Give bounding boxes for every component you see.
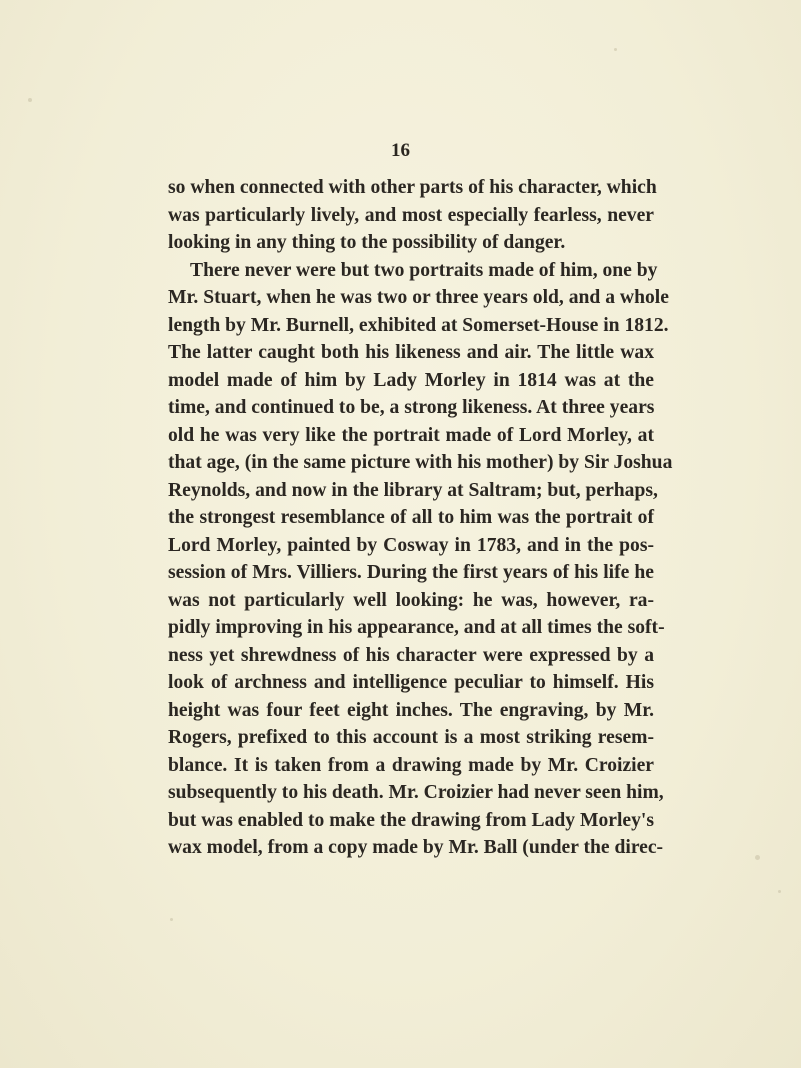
text-line: looking in any thing to the possibility of danger.: [168, 232, 566, 253]
text-line: ness yet shrewdness of his character were expressed by a: [168, 644, 654, 666]
text-line: pidly improving in his appearance, and at all times the soft-: [168, 617, 665, 638]
text-line: subsequently to his death. Mr. Croizier had never seen him,: [168, 782, 664, 803]
text-line: height was four feet eight inches. The engraving, by Mr.: [168, 699, 654, 721]
text-line: Mr. Stuart, when he was two or three years old, and a whole: [168, 287, 669, 308]
text-line: Rogers, prefixed to this account is a most striking resem-: [168, 727, 654, 748]
text-line: so when connected with other parts of his character, which: [168, 177, 657, 198]
paper-speck: [170, 918, 173, 921]
body-text: [168, 174, 673, 862]
text-line: blance. It is taken from a drawing made by Mr. Croizier: [168, 754, 654, 776]
text-line: the strongest resemblance of all to him was the portrait of: [168, 507, 654, 528]
paper-speck: [614, 48, 617, 51]
text-line: look of archness and intelligence peculiar to himself. His: [168, 672, 654, 693]
text-line: There never were but two portraits made of him, one by: [190, 259, 658, 281]
text-line: length by Mr. Burnell, exhibited at Somerset-House in 1812.: [168, 314, 669, 336]
text-line: was not particularly well looking: he was, however, ra-: [168, 589, 654, 611]
text-line: Reynolds, and now in the library at Saltram; but, perhaps,: [168, 479, 658, 501]
text-line: wax model, from a copy made by Mr. Ball (under the direc-: [168, 837, 664, 858]
text-line: model made of him by Lady Morley in 1814 was at the: [168, 369, 654, 391]
page-number: 16: [391, 140, 410, 161]
text-line: that age, (in the same picture with his mother) by Sir Joshua: [168, 452, 673, 473]
paper-speck: [778, 890, 781, 893]
text-line: but was enabled to make the drawing from Lady Morley's: [168, 809, 654, 831]
text-line: time, and continued to be, a strong likeness. At three years: [168, 397, 655, 418]
text-line: was particularly lively, and most especially fearless, never: [168, 204, 654, 226]
text-line: Lord Morley, painted by Cosway in 1783, and in the pos-: [168, 534, 654, 556]
text-line: session of Mrs. Villiers. During the first years of his life he: [168, 562, 654, 583]
text-line: The latter caught both his likeness and air. The little wax: [168, 342, 654, 363]
paper-speck: [28, 98, 32, 102]
text-line: old he was very like the portrait made of Lord Morley, at: [168, 424, 654, 446]
paper-speck: [755, 855, 760, 860]
